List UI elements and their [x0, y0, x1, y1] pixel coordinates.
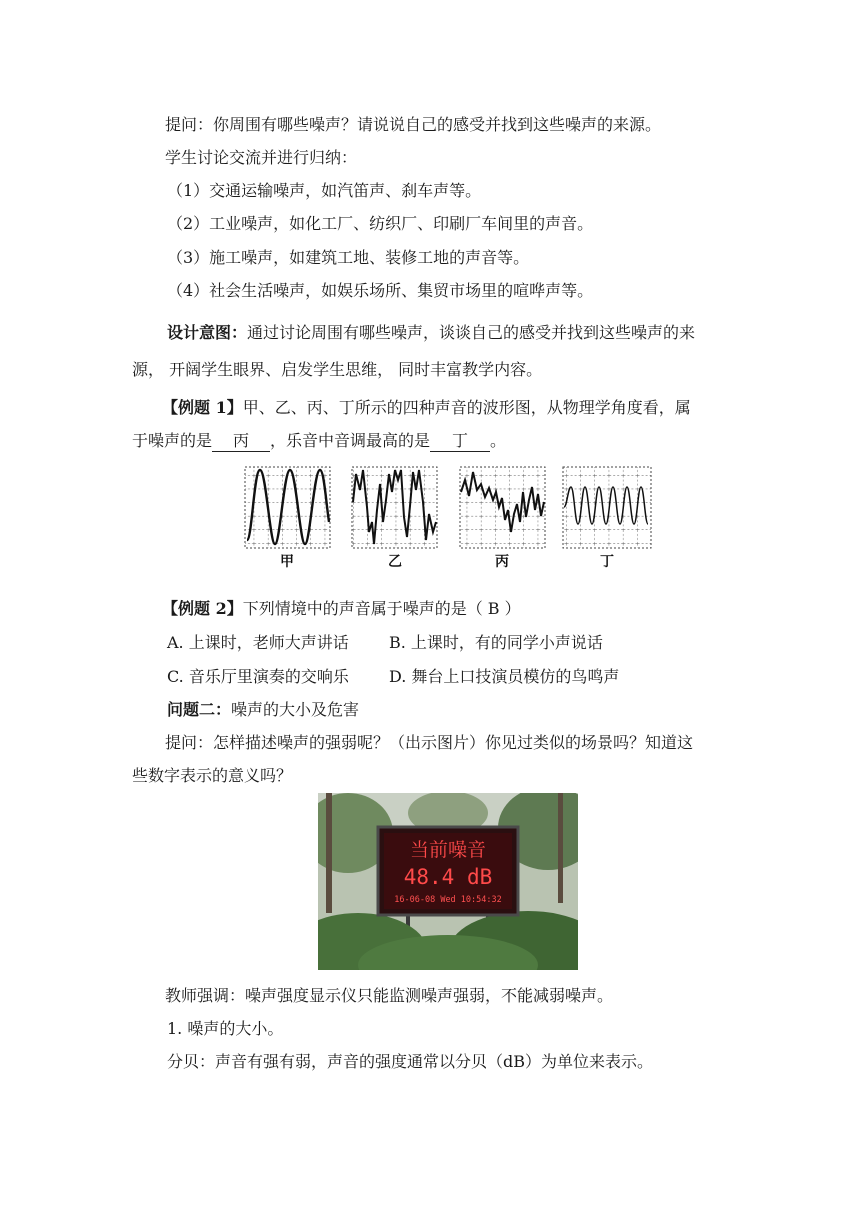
example2-text: 下列情境中的声音属于噪声的是（ B ）	[242, 599, 521, 618]
option-b: B. 上课时，有的同学小声说话	[389, 633, 603, 652]
sign-title: 当前噪音	[409, 839, 487, 861]
example1-question: 甲、乙、丙、丁所示的四种声音的波形图，从物理学角度看，属	[242, 398, 691, 417]
example1-text-b: ，乐音中音调最高的是	[270, 431, 431, 450]
option-a: A. 上课时，老师大声讲话	[167, 633, 349, 652]
question2-ask-line2: 些数字表示的意义吗？	[132, 766, 293, 785]
example1-text-c: 。	[490, 431, 507, 450]
option-c: C. 音乐厅里演奏的交响乐	[167, 667, 349, 686]
noise-type-1: （1）交通运输噪声，如汽笛声、刹车声等。	[167, 181, 482, 200]
question2-ask-line1: 提问：怎样描述噪声的强弱呢？（出示图片）你见过类似的场景吗？知道这	[165, 733, 694, 752]
caption-ding: 丁	[600, 554, 614, 570]
ask-line: 提问：你周围有哪些噪声？请说说自己的感受并找到这些噪声的来源。	[165, 115, 662, 134]
sign-value: 48.4 dB	[403, 865, 493, 889]
example1-answer-noise: 丙	[212, 431, 270, 452]
sign-time: 16-06-08 Wed 10:54:32	[394, 895, 502, 905]
design-intent-line2: 源， 开阔学生眼界、启发学生思维， 同时丰富教学内容。	[132, 360, 543, 379]
noise-display-photo	[318, 793, 578, 970]
waveform-jia	[245, 467, 330, 548]
section-noise-level: 1. 噪声的大小。	[167, 1019, 284, 1038]
question2-title: 噪声的大小及危害	[231, 700, 360, 719]
question2-heading	[167, 699, 359, 721]
design-intent-label: 设计意图：	[167, 323, 248, 342]
example2-question	[162, 598, 521, 620]
waveform-figure	[240, 462, 660, 572]
example1-answer-pitch: 丁	[430, 431, 490, 452]
caption-yi: 乙	[388, 554, 402, 570]
example1-line2	[132, 430, 506, 452]
waveform-ding	[563, 467, 651, 548]
waveform-bing	[460, 467, 545, 548]
question2-label: 问题二：	[167, 700, 232, 719]
design-intent-text: 通过讨论周围有哪些噪声，谈谈自己的感受并找到这些噪声的来	[247, 323, 696, 342]
example1-line1	[162, 397, 691, 419]
waveform-yi	[352, 467, 437, 548]
caption-jia: 甲	[280, 554, 294, 570]
example1-tag: 【例题 1】	[162, 398, 243, 417]
example1-text-a: 于噪声的是	[132, 431, 213, 450]
noise-type-4: （4）社会生活噪声，如娱乐场所、集贸市场里的喧哗声等。	[167, 281, 594, 300]
option-d: D. 舞台上口技演员模仿的鸟鸣声	[389, 667, 620, 686]
design-intent-line1	[167, 322, 695, 344]
decibel-definition: 分贝：声音有强有弱，声音的强度通常以分贝（dB）为单位来表示。	[167, 1052, 654, 1071]
example2-tag: 【例题 2】	[162, 599, 243, 618]
discuss-line: 学生讨论交流并进行归纳：	[165, 148, 358, 167]
teacher-emphasis: 教师强调：噪声强度显示仪只能监测噪声强弱，不能减弱噪声。	[165, 986, 614, 1005]
noise-type-2: （2）工业噪声，如化工厂、纺织厂、印刷厂车间里的声音。	[167, 214, 594, 233]
noise-type-3: （3）施工噪声，如建筑工地、装修工地的声音等。	[167, 248, 530, 267]
caption-bing: 丙	[495, 554, 509, 570]
